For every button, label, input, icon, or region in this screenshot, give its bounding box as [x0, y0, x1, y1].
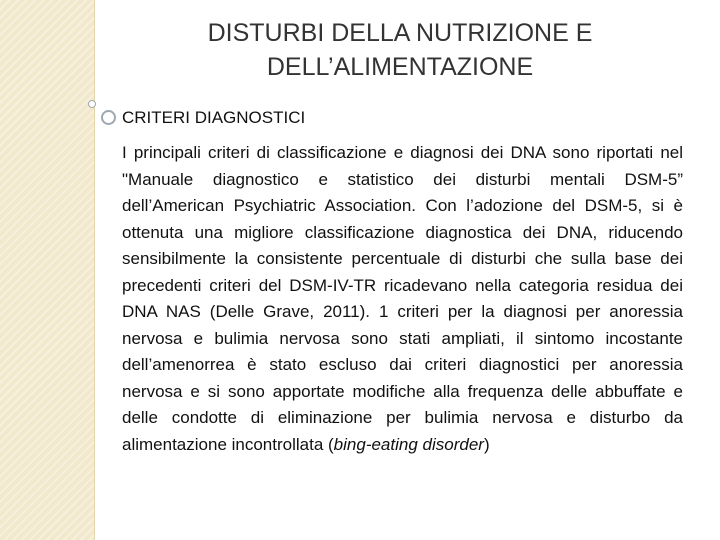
section-subheading: CRITERI DIAGNOSTICI	[122, 108, 306, 127]
decorative-side-band	[0, 0, 94, 540]
body-text-closing-paren: )	[483, 434, 490, 454]
slide-title-line-1: DISTURBI DELLA NUTRIZIONE E	[207, 19, 593, 47]
slide-title-line-2: DELL’ALIMENTAZIONE	[266, 53, 534, 81]
large-circle-ornament	[101, 110, 116, 125]
side-band-edge	[94, 0, 95, 540]
small-circle-ornament	[88, 100, 96, 108]
slide-title	[120, 16, 680, 84]
body-text-main: I principali criteri di classificazione e diagnosi dei DNA sono riportati nel "Manuale diagnostico e statistico dei disturbi mentali DSM-5” dell’American Psychiatric Association. Con l’adozione del DSM-5, si è ottenuta una migliore classificazione diagnostica dei DNA, riducendo sensibilmente la consistente percentuale di disturbi che sulla base dei precedenti criteri del DSM-IV-TR ricadevano nella categoria residua dei DNA NAS (Delle Grave, 2011). 1 criteri per la diagnosi per anoressia nervosa e bulimia nervosa sono stati ampliati, il sintomo incostante dell’amenorrea è stato escluso dai criteri diagnostici per anoressia nervosa e si sono apportate modifiche alla frequenza delle abbuffate e delle condotte di eliminazione per bulimia nervosa e disturbo da alimentazione incontrollata (	[122, 143, 683, 454]
body-text-italic-term: bing-eating disorder	[333, 434, 484, 454]
body-paragraph	[122, 140, 683, 458]
